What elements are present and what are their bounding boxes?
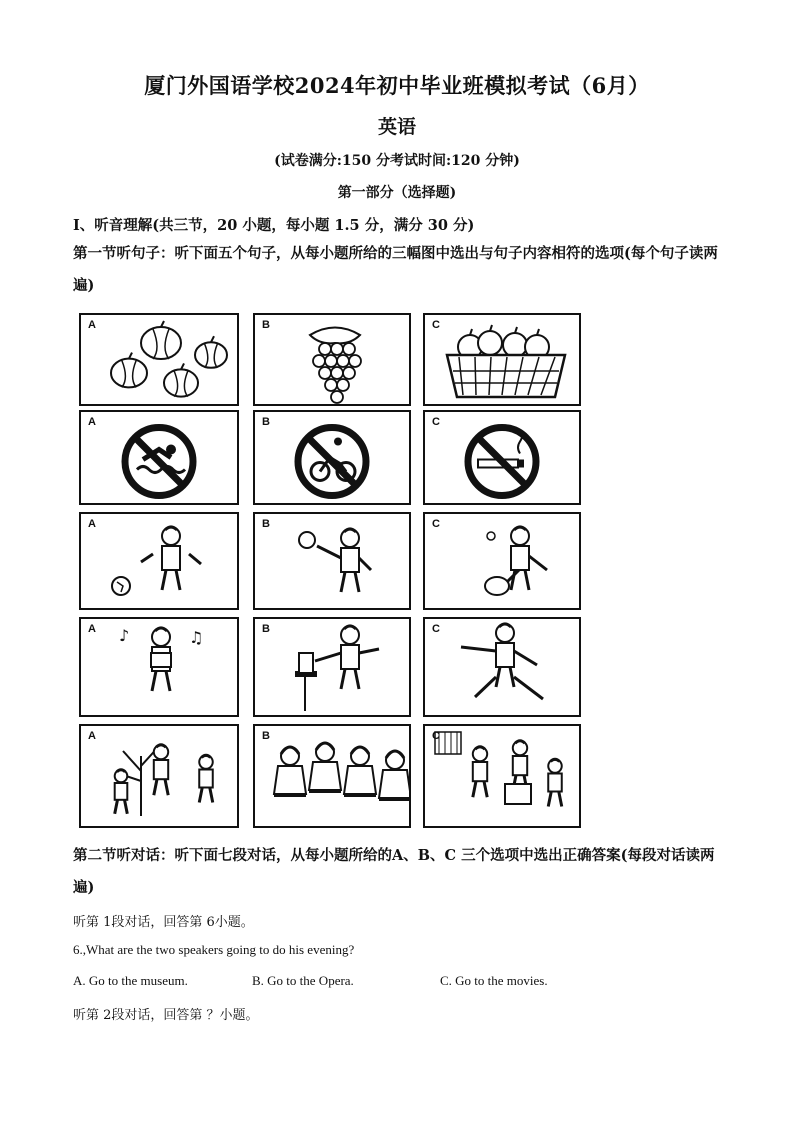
section2-instructions: 第二节听对话：听下面七段对话，从每小题所给的A、B、C 三个选项中选出正确答案(每段对话读两遍): [73, 847, 715, 896]
picture-option-1-c: [423, 313, 581, 406]
part-one-heading: 第一部分（选择题): [337, 185, 457, 201]
option-letter: B: [262, 730, 270, 742]
singing-icon: [81, 619, 237, 715]
option-letter: A: [88, 518, 96, 530]
dialog1-note: 听第 1段对话，回答第 6小题。: [73, 915, 254, 930]
picture-option-5-b: [253, 724, 411, 828]
option-letter: C: [432, 518, 440, 530]
picture-option-3-a: [79, 512, 239, 610]
pumpkins-icon: [81, 315, 237, 404]
picture-option-4-a: [79, 617, 239, 717]
option-letter: B: [262, 416, 270, 428]
playing-tennis-icon: [425, 514, 579, 608]
picture-option-5-c: [423, 724, 581, 828]
picture-option-1-a: [79, 313, 239, 406]
svg-text:♫: ♫: [189, 628, 204, 647]
section1-instructions: 第一节听句子：听下面五个句子，从每小题所给的三幅图中选出与句子内容相符的选项(每个句子读两遍): [73, 245, 718, 294]
q6-option-b: B. Go to the Opera.: [252, 973, 354, 988]
picture-option-1-b: [253, 313, 411, 406]
picture-option-3-c: [423, 512, 581, 610]
planting-trees-icon: [81, 726, 237, 826]
apple-basket-icon: [425, 315, 579, 404]
option-letter: C: [432, 319, 440, 331]
option-letter: B: [262, 319, 270, 331]
picture-option-4-b: [253, 617, 411, 717]
playing-football-icon: [81, 514, 237, 608]
picture-option-5-a: [79, 724, 239, 828]
exam-title: 厦门外国语学校2024年初中毕业班模拟考试（6月）: [144, 73, 650, 98]
tai-chi-icon: [425, 619, 579, 715]
picture-option-3-b: [253, 512, 411, 610]
q6-option-a: A. Go to the museum.: [73, 973, 188, 988]
option-letter: A: [88, 730, 96, 742]
listening-heading: Ⅰ、听音理解(共三节，20 小题，每小题 1.5 分，满分 30 分): [73, 217, 475, 234]
playing-volleyball-icon: [255, 514, 409, 608]
option-letter: A: [88, 416, 96, 428]
option-letter: A: [88, 623, 96, 635]
no-swimming-icon: [81, 412, 237, 503]
option-letter: C: [432, 623, 440, 635]
exam-info: (试卷满分:150 分考试时间:120 分钟): [274, 153, 520, 169]
no-cycling-icon: [255, 412, 409, 503]
option-letter: B: [262, 623, 270, 635]
option-letter: C: [432, 730, 440, 742]
dialog2-note: 听第 2段对话，回答第 ？小题。: [73, 1008, 259, 1023]
no-smoking-icon: [425, 412, 579, 503]
picture-option-2-a: [79, 410, 239, 505]
cleaning-park-icon: [425, 726, 579, 826]
option-letter: B: [262, 518, 270, 530]
picture-option-2-c: [423, 410, 581, 505]
q6-option-c: C. Go to the movies.: [440, 973, 548, 988]
question-6-stem: 6.,What are the two speakers going to do his evening?: [73, 942, 355, 957]
picture-option-4-c: [423, 617, 581, 717]
grapes-icon: [255, 315, 409, 404]
option-letter: A: [88, 319, 96, 331]
kids-sitting-icon: [255, 726, 409, 826]
option-letter: C: [432, 416, 440, 428]
svg-text:♪: ♪: [119, 626, 130, 645]
subject-title: 英语: [377, 116, 416, 138]
picture-option-2-b: [253, 410, 411, 505]
magic-show-icon: [255, 619, 409, 715]
